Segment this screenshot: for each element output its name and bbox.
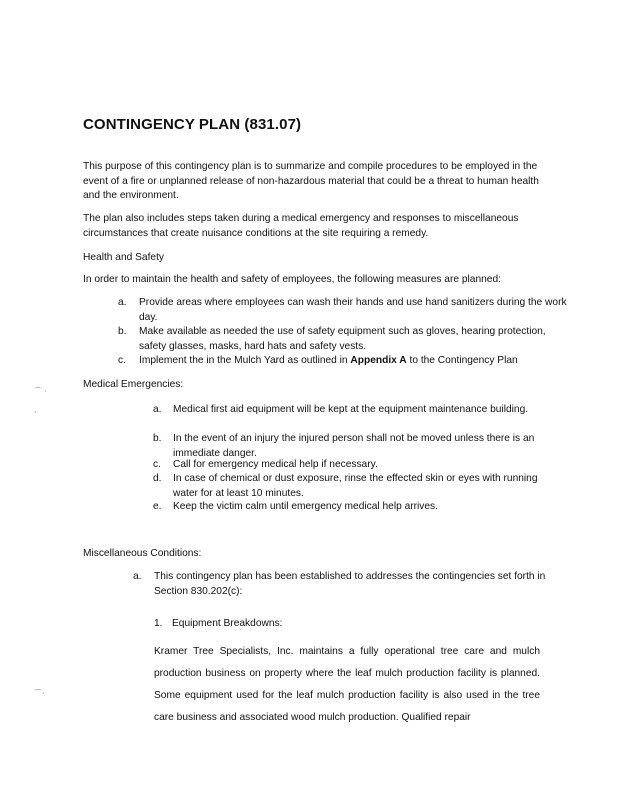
intro-paragraph-2: The plan also includes steps taken during a medical emergency and responses to miscellaneous circumstances that create nuisance conditions at the site requiring a remedy. <box>83 213 519 239</box>
list-item: e. Keep the victim calm until emergency medical help arrives. <box>153 501 438 512</box>
scan-artifact: ⌒· <box>34 689 45 698</box>
equipment-paragraph: Kramer Tree Specialists, Inc. maintains a fully operational tree care and mulch production business on property where the leaf mulch production facility is planned. Some equipment used for the leaf mulch production facility is also used in the tree care business and associated wood mulch production. Qualified repair <box>154 646 540 723</box>
page-title: CONTINGENCY PLAN (831.07) <box>83 116 302 133</box>
health-heading: Health and Safety <box>83 252 164 263</box>
list-item: b. In the event of an injury the injured person shall not be moved unless there is an immediate danger. <box>153 433 535 459</box>
list-item: c. Implement the in the Mulch Yard as outlined in Appendix A to the Contingency Plan <box>118 355 518 366</box>
list-item: a. Medical first aid equipment will be kept at the equipment maintenance building. <box>153 404 529 415</box>
intro-paragraph: This purpose of this contingency plan is to summarize and compile procedures to be employed in the event of a fire or unplanned release of non-hazardous material that could be a threat to human health and the environment. <box>83 161 539 201</box>
list-item: a. Provide areas where employees can wash their hands and use hand sanitizers during the work day. <box>118 297 567 323</box>
scan-artifact: · <box>34 408 37 417</box>
appendix-reference: Appendix A <box>350 355 407 366</box>
sub-item: 1. Equipment Breakdowns: <box>154 618 283 629</box>
health-lead: In order to maintain the health and safety of employees, the following measures are planned: <box>83 274 501 285</box>
misc-heading: Miscellaneous Conditions: <box>83 548 202 559</box>
list-item: d. In case of chemical or dust exposure, rinse the effected skin or eyes with running water for at least 10 minutes. <box>153 473 538 499</box>
list-item: a. This contingency plan has been established to addresses the contingencies set forth in Section 830.202(c): <box>133 571 546 597</box>
list-item: b. Make available as needed the use of safety equipment such as gloves, hearing protection, safety glasses, masks, hard hats and safety vests. <box>118 326 546 352</box>
list-item: c. Call for emergency medical help if necessary. <box>153 459 378 470</box>
medical-heading: Medical Emergencies: <box>83 379 184 390</box>
scan-artifact: ⌒ · <box>34 387 48 396</box>
